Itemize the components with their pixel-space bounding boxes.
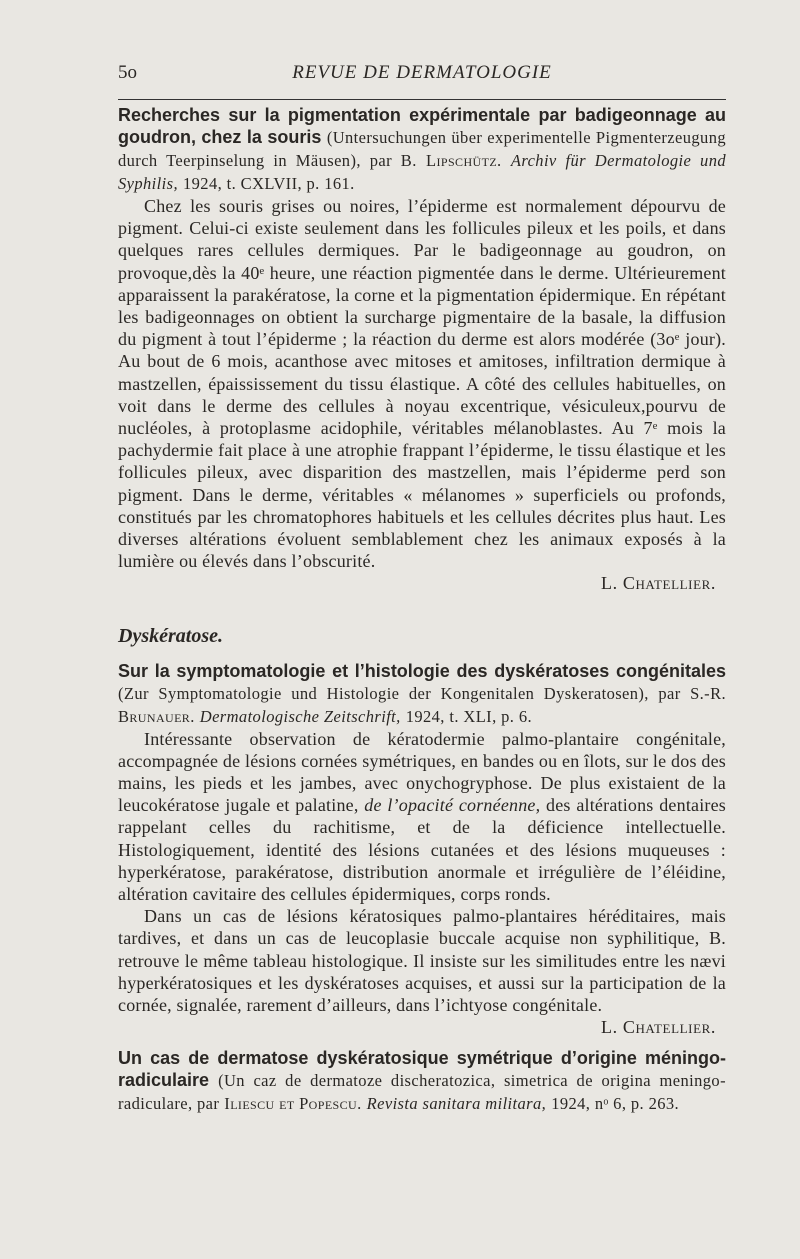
article-title (118, 104, 726, 195)
article-author: Lipschütz. (426, 151, 502, 170)
article-title-main: Sur la symptomatologie et l’histologie des dyskératoses congénitales (118, 660, 726, 681)
page-content (118, 104, 726, 1115)
article-pigmentation (118, 104, 726, 595)
article-journal: Dermatologische Zeitschrift, (199, 706, 401, 726)
article-title (118, 1047, 726, 1115)
article-original-title: (Zur Symptomatologie und Histologie der Kongenitalen Dyskeratosen), par S.-R. (118, 683, 726, 703)
article-title (118, 660, 726, 728)
article-author: Brunauer. (118, 706, 195, 726)
article-body-paragraph: Dans un cas de lésions kératosiques palmo-plantaires héréditaires, mais tardives, et dans un cas de leucoplasie buccale acquise non syphilitique, B. retrouve le même tableau histologique. Il insiste sur les similitudes entre les nævi hyperkératosiques et les dyskératoses acquises, et aussi sur la participation de la cornée, signalée, rarement d’ailleurs, dans l’ichtyose congénitale. (118, 906, 726, 1016)
article-authors: Iliescu et Popescu. (224, 1093, 362, 1113)
article-body: Chez les souris grises ou noires, l’épiderme est normalement dépourvu de pigment. Celui-ci existe seulement dans les follicules pileux et les poils, et dans quelques rares cellules dermiques. Par le badigeonnage au goudron, on provoque,dès la 40ᵉ heure, une réaction pigmentée dans le derme. Ultérieurement apparaissent la parakératose, la corne et la pigmentation épidermique. En répétant les badigeonnages on obtient la surcharge pigmentaire de la basale, la diffusion du pigment à tout l’épiderme ; la réaction du derme est alors modérée (3oᵉ jour). Au bout de 6 mois, acanthose avec mitoses et amitoses, infiltration dermique à mastzellen, épaississement du tissu élastique. A côté des cellules habituelles, on voit dans le derme des cellules à noyau excentrique, vésiculeux,pourvu de nucléoles, à protoplasme acidophile, véritables mélanoblastes. Au 7ᵉ mois la pachydermie fait place à une atrophie frappant l’épiderme, le tissu élastique et les follicules pileux, avec disparition des mastzellen, mais l’épiderme perd son pigment. Dans le derme, véritables « mélanomes » superficiels ou profonds, constitués par les chromatophores habituels et les cellules décrites plus haut. Les diverses altérations évoluent semblablement chez les animaux exposés à la lumière ou élevés dans l’obscurité. (118, 196, 726, 572)
article-dermatose (118, 1047, 726, 1115)
article-original-title: (Un caz de dermatoze discheratozica, simetrica de origina meningo-radiculare, par (118, 1070, 726, 1113)
article-title-main: Un cas de dermatose dyskératosique symétrique d’origine méningo-radiculaire (118, 1047, 726, 1090)
article-original-title: (Untersuchungen über experimentelle Pigmenterzeugung durch Teerpinselung in Mäusen), par B. (118, 128, 727, 170)
article-title-main: Recherches sur la pigmentation expérimentale par badigeonnage au goudron, chez la souris (118, 105, 726, 147)
article-journal: Revista sanitara militara, (366, 1093, 547, 1113)
running-title: REVUE DE DERMATOLOGIE (292, 62, 552, 83)
header-rule (118, 99, 726, 100)
body-text-italic: de l’opacité cornéenne, (364, 795, 541, 816)
article-signature: L. Chatellier. (601, 573, 716, 594)
section-heading: Dyskératose. (118, 624, 223, 647)
body-text-part: Intéressante observation de kératodermie palmo-plantaire congénitale, accompagnée de lésions cornées symétriques, en bandes ou en îlots, sur le dos des mains, les pieds et les jambes, avec onychogryphose. De plus existaient de la leucokératose jugale et palatine, (118, 728, 726, 816)
page-number: 5o (118, 62, 137, 83)
article-journal: Archiv für Dermatologie und Syphilis, (118, 151, 726, 193)
body-text-part: des altérations dentaires rappelant celles du rachitisme, et de la déficience intellectuelle. Histologiquement, identité des lésions cutanées et des lésions muqueuses : hyperkératose, parakératose, distribution anormale et irrégulière de l’éléidine, altération cavitaire des cellules épidermiques, corps ronds. (118, 795, 726, 905)
article-citation: 1924, t. XLI, p. 6. (405, 706, 533, 726)
article-citation: 1924, nᵒ 6, p. 263. (551, 1093, 680, 1113)
article-signature: L. Chatellier. (601, 1017, 716, 1038)
article-dyskeratoses (118, 660, 726, 1039)
article-body-paragraph (118, 728, 726, 906)
spacer (118, 1039, 726, 1047)
article-citation: 1924, t. CXLVII, p. 161. (183, 174, 355, 193)
page-header (118, 62, 726, 90)
